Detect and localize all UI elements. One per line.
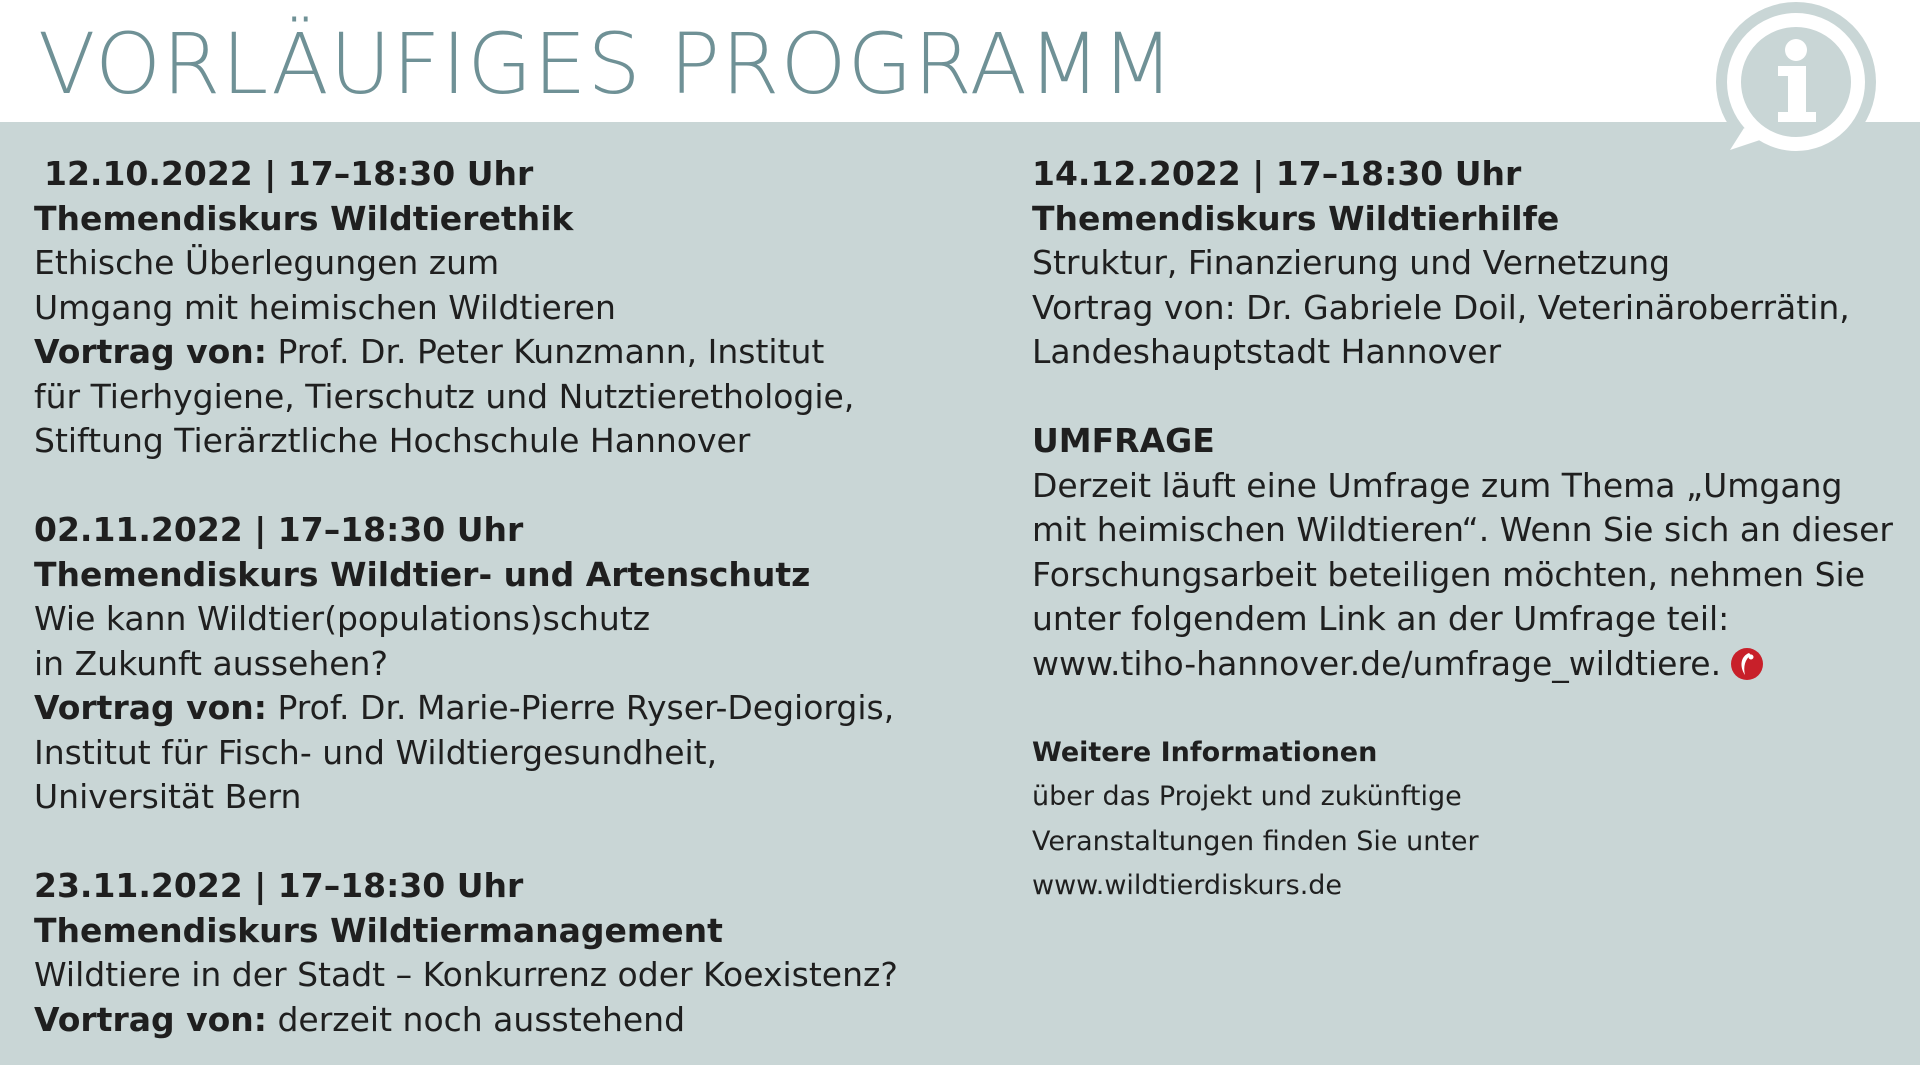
event-speaker [34, 330, 974, 375]
more-info-link[interactable]: www.wildtierdiskurs.de [1032, 870, 1343, 901]
survey-text: Derzeit läuft eine Umfrage zum Thema „Umgang [1032, 465, 1843, 505]
event-speaker [34, 998, 974, 1043]
program-left-column [34, 152, 974, 1042]
header-band [0, 0, 1920, 122]
event-detail: Struktur, Finanzierung und Vernetzung [1032, 243, 1671, 282]
tiho-logo-icon [1731, 648, 1763, 680]
event-speaker: Institut für Fisch- und Wildtiergesundheit, [34, 732, 718, 772]
event-title: Themendiskurs Wildtier- und Artenschutz [34, 554, 811, 594]
event-speaker: Stiftung Tierärztliche Hochschule Hannover [34, 421, 751, 460]
speaker-text: derzeit noch ausstehend [277, 999, 686, 1039]
survey-text: Forschungsarbeit beteiligen möchten, nehmen Sie [1032, 554, 1866, 594]
speaker-label: Vortrag von: [34, 332, 267, 371]
event-detail: Landeshauptstadt Hannover [1032, 332, 1502, 371]
event-4 [1032, 152, 1912, 375]
more-info-heading: Weitere Informationen [1032, 736, 1378, 768]
event-subtitle: Ethische Überlegungen zum [34, 243, 500, 282]
more-info-text: Veranstaltungen finden Sie unter [1032, 825, 1479, 857]
event-speaker: für Tierhygiene, Tierschutz und Nutztierethologie, [34, 376, 855, 416]
event-subtitle: in Zukunft aussehen? [34, 643, 388, 683]
speaker-text: Prof. Dr. Peter Kunzmann, Institut [277, 332, 825, 371]
event-date: 14.12.2022 | 17–18:30 Uhr [1032, 154, 1522, 193]
speaker-label: Vortrag von: [34, 688, 267, 727]
event-subtitle: Wildtiere in der Stadt – Konkurrenz oder Koexistenz? [34, 955, 898, 994]
event-subtitle: Umgang mit heimischen Wildtieren [34, 287, 616, 327]
event-title: Themendiskurs Wildtierhilfe [1032, 198, 1560, 238]
event-date: 23.11.2022 | 17–18:30 Uhr [34, 866, 524, 905]
speaker-label: Vortrag von: [34, 999, 267, 1039]
event-title: Themendiskurs Wildtiermanagement [34, 910, 723, 950]
more-info-section [1032, 731, 1912, 909]
more-info-text: über das Projekt und zukünftige [1032, 781, 1462, 812]
event-speaker: Universität Bern [34, 777, 302, 816]
event-3 [34, 864, 974, 1042]
event-date: 02.11.2022 | 17–18:30 Uhr [34, 510, 524, 549]
survey-link[interactable]: www.tiho-hannover.de/umfrage_wildtiere. [1032, 643, 1722, 683]
event-speaker [34, 686, 974, 731]
survey-text: mit heimischen Wildtieren“. Wenn Sie sich an dieser [1032, 510, 1893, 549]
info-icon [1708, 0, 1888, 170]
event-title: Themendiskurs Wildtierethik [34, 198, 574, 238]
event-detail: Vortrag von: Dr. Gabriele Doil, Veterinäroberrätin, [1032, 287, 1850, 327]
survey-text: unter folgendem Link an der Umfrage teil: [1032, 599, 1730, 638]
event-2 [34, 508, 974, 820]
event-subtitle: Wie kann Wildtier(populations)schutz [34, 599, 651, 638]
survey-section [1032, 419, 1912, 686]
event-1 [34, 152, 974, 464]
event-date: 12.10.2022 | 17–18:30 Uhr [44, 154, 534, 193]
page-title: VORLÄUFIGES PROGRAMM [38, 15, 1176, 113]
survey-link-line [1032, 642, 1912, 687]
survey-heading: UMFRAGE [1032, 421, 1215, 460]
program-right-column [1032, 152, 1912, 909]
speaker-text: Prof. Dr. Marie-Pierre Ryser-Degiorgis, [277, 688, 895, 727]
